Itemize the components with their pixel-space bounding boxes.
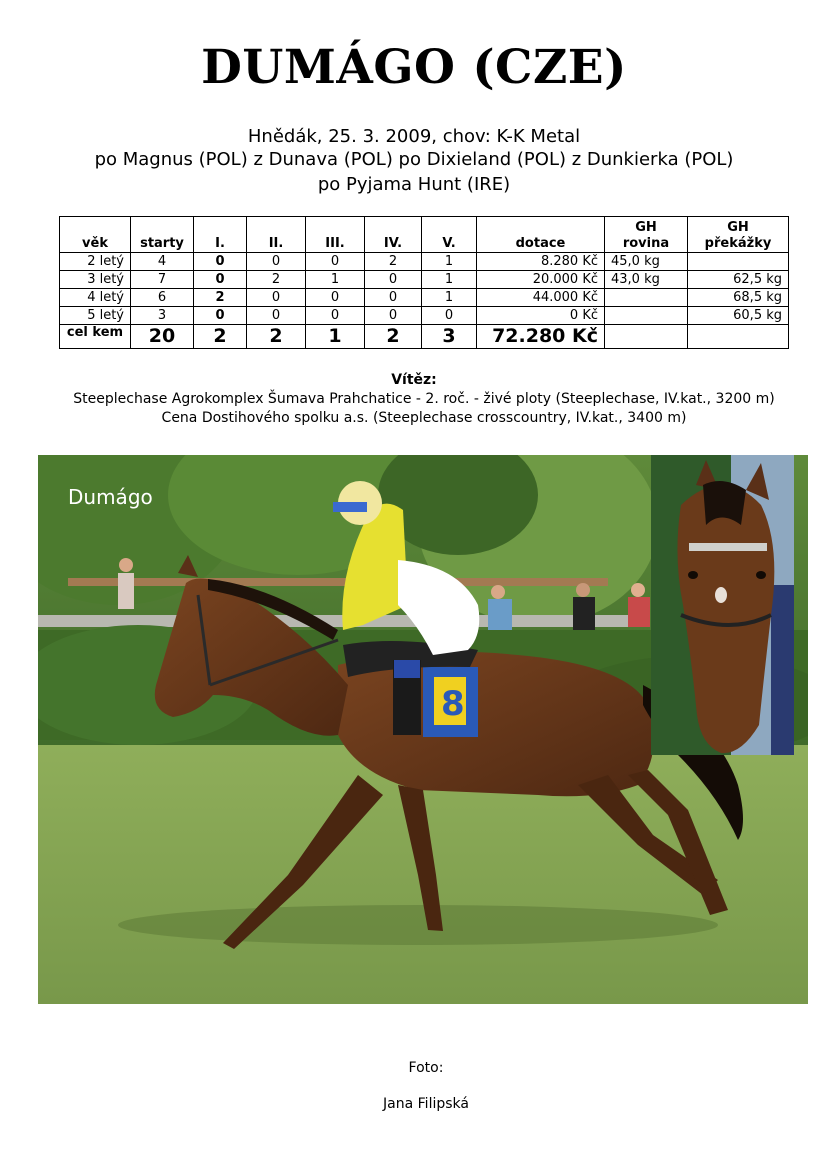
cell-4th: 0: [365, 289, 422, 307]
cell-prize: 8.280 Kč: [477, 253, 605, 271]
cell-2nd: 0: [247, 289, 306, 307]
pedigree-line: po Magnus (POL) z Dunava (POL) po Dixieland (POL) z Dunkierka (POL): [94, 149, 734, 170]
cell-2nd: 2: [247, 271, 306, 289]
col-header-3rd: III.: [306, 217, 365, 253]
col-header-1st: I.: [194, 217, 247, 253]
horse-details: Hnědák, 25. 3. 2009, chov: K-K Metal: [247, 126, 581, 147]
cell-total-prize: 72.280 Kč: [477, 325, 605, 349]
cell-gh-jumps: 68,5 kg: [688, 289, 789, 307]
cell-total-label: cel kem: [60, 325, 131, 349]
cell-total-3rd: 1: [306, 325, 365, 349]
photo-credit-author: Jana Filipská: [383, 1096, 469, 1112]
table-row: [60, 253, 789, 271]
horse-head-closeup: [651, 455, 794, 755]
horse-name-title: DUMÁGO (CZE): [201, 40, 627, 95]
photo-caption: Dumágo: [68, 485, 153, 509]
cell-prize: 0 Kč: [477, 307, 605, 325]
col-header-2nd: II.: [247, 217, 306, 253]
col-header-gh-jumps: GH překážky: [688, 217, 789, 253]
col-header-prize: dotace: [477, 217, 605, 253]
cell-gh-flat: 45,0 kg: [605, 253, 688, 271]
cell-age: 2 letý: [60, 253, 131, 271]
cell-1st: 2: [194, 289, 247, 307]
cell-total-starts: 20: [131, 325, 194, 349]
cell-age: 5 letý: [60, 307, 131, 325]
table-row: [60, 271, 789, 289]
cell-1st: 0: [194, 271, 247, 289]
cell-5th: 0: [422, 307, 477, 325]
photo-credit-label: Foto:: [408, 1060, 444, 1076]
cell-3rd: 0: [306, 289, 365, 307]
cell-prize: 20.000 Kč: [477, 271, 605, 289]
race-stats-table: [59, 216, 789, 349]
cell-starts: 6: [131, 289, 194, 307]
col-header-starts: starty: [131, 217, 194, 253]
cell-gh-flat: [605, 289, 688, 307]
cell-gh-flat: [605, 307, 688, 325]
col-header-4th: IV.: [365, 217, 422, 253]
cell-gh-jumps: 60,5 kg: [688, 307, 789, 325]
cell-starts: 7: [131, 271, 194, 289]
cell-total-4th: 2: [365, 325, 422, 349]
col-header-5th: V.: [422, 217, 477, 253]
cell-4th: 0: [365, 307, 422, 325]
cell-total-gh-jumps: [688, 325, 789, 349]
pedigree-line-2: po Pyjama Hunt (IRE): [317, 174, 511, 195]
cell-gh-jumps: [688, 253, 789, 271]
winner-heading: Vítěz:: [391, 372, 437, 388]
cell-starts: 4: [131, 253, 194, 271]
cell-starts: 3: [131, 307, 194, 325]
cell-1st: 0: [194, 253, 247, 271]
cell-2nd: 0: [247, 253, 306, 271]
cell-3rd: 0: [306, 253, 365, 271]
col-header-gh-flat: GH rovina: [605, 217, 688, 253]
table-row: [60, 289, 789, 307]
cell-5th: 1: [422, 271, 477, 289]
cell-3rd: 1: [306, 271, 365, 289]
cell-gh-flat: 43,0 kg: [605, 271, 688, 289]
cell-total-5th: 3: [422, 325, 477, 349]
cell-prize: 44.000 Kč: [477, 289, 605, 307]
svg-text:8: 8: [441, 684, 465, 724]
cell-total-2nd: 2: [247, 325, 306, 349]
cell-4th: 0: [365, 271, 422, 289]
cell-gh-jumps: 62,5 kg: [688, 271, 789, 289]
table-header-row: [60, 217, 789, 253]
cell-5th: 1: [422, 289, 477, 307]
cell-total-gh-flat: [605, 325, 688, 349]
cell-5th: 1: [422, 253, 477, 271]
col-header-age: věk: [60, 217, 131, 253]
winner-race-2: Cena Dostihového spolku a.s. (Steeplechase crosscountry, IV.kat., 3400 m): [161, 410, 687, 426]
cell-age: 3 letý: [60, 271, 131, 289]
horse-head-illustration: [651, 455, 794, 755]
cell-total-1st: 2: [194, 325, 247, 349]
cell-age: 4 letý: [60, 289, 131, 307]
table-total-row: [60, 325, 789, 349]
cell-4th: 2: [365, 253, 422, 271]
table-row: [60, 307, 789, 325]
cell-2nd: 0: [247, 307, 306, 325]
cell-3rd: 0: [306, 307, 365, 325]
cell-1st: 0: [194, 307, 247, 325]
winner-race-1: Steeplechase Agrokomplex Šumava Prahchatice - 2. roč. - živé ploty (Steeplechase, IV.kat., 3200 m): [73, 391, 775, 407]
